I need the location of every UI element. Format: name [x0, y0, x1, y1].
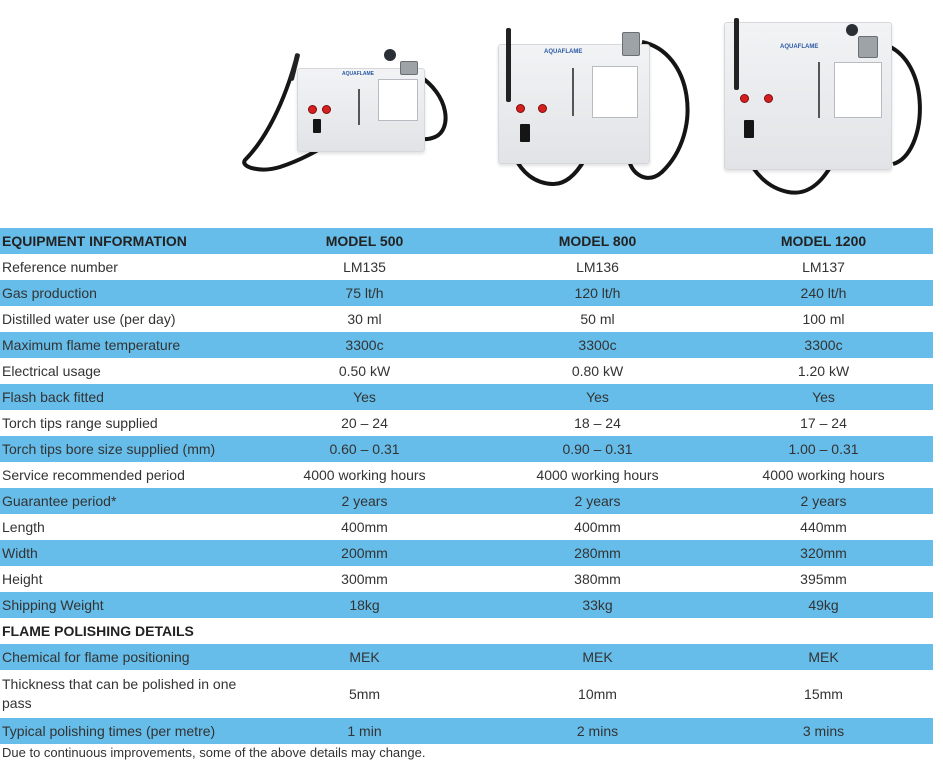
- header-model-500: MODEL 500: [248, 228, 481, 254]
- row-value: 5mm: [248, 670, 481, 718]
- row-value: 320mm: [714, 540, 933, 566]
- row-value: 17 – 24: [714, 410, 933, 436]
- table-row: [0, 592, 933, 618]
- table-row: [0, 670, 933, 718]
- level-sight: [818, 62, 820, 118]
- row-value: 4000 working hours: [714, 462, 933, 488]
- torch-handle: [506, 28, 511, 102]
- brand-label: AQUAFLAME: [342, 71, 374, 77]
- water-gauge: [834, 62, 882, 118]
- section-title-flame-polishing: FLAME POLISHING DETAILS: [0, 618, 933, 644]
- row-label: Maximum flame temperature: [0, 332, 248, 358]
- row-value: 280mm: [481, 540, 714, 566]
- row-value: 3300c: [714, 332, 933, 358]
- product-images: [0, 0, 943, 228]
- row-value: 75 lt/h: [248, 280, 481, 306]
- table-row: [0, 254, 933, 280]
- footnote-disclaimer: Due to continuous improvements, some of the above details may change.: [2, 745, 426, 760]
- table-row: [0, 718, 933, 744]
- row-value: 395mm: [714, 566, 933, 592]
- section-heading-row: [0, 618, 933, 644]
- specification-table: [0, 228, 933, 744]
- table-row: [0, 514, 933, 540]
- row-value: Yes: [714, 384, 933, 410]
- row-value: 4000 working hours: [248, 462, 481, 488]
- water-gauge: [378, 79, 418, 121]
- row-value: LM137: [714, 254, 933, 280]
- row-value: 0.80 kW: [481, 358, 714, 384]
- product-image-model-1200: [718, 14, 933, 204]
- row-value: MEK: [714, 644, 933, 670]
- row-value: MEK: [481, 644, 714, 670]
- row-label: Typical polishing times (per metre): [0, 718, 248, 744]
- counter-display: [520, 124, 530, 142]
- indicator-light: [308, 105, 317, 114]
- row-label: Gas production: [0, 280, 248, 306]
- specification-table-body: [0, 228, 933, 744]
- table-row: [0, 462, 933, 488]
- outlet-fitting: [622, 32, 640, 56]
- table-row: [0, 280, 933, 306]
- row-value: LM135: [248, 254, 481, 280]
- row-value: 2 years: [481, 488, 714, 514]
- row-label: Width: [0, 540, 248, 566]
- outlet-fitting: [400, 61, 418, 75]
- row-value: LM136: [481, 254, 714, 280]
- outlet-fitting: [858, 36, 878, 58]
- row-label: Torch tips range supplied: [0, 410, 248, 436]
- table-header-row: [0, 228, 933, 254]
- water-gauge: [592, 66, 638, 118]
- row-label: Shipping Weight: [0, 592, 248, 618]
- table-row: [0, 358, 933, 384]
- row-label: Thickness that can be polished in one pass: [0, 670, 248, 718]
- row-value: 33kg: [481, 592, 714, 618]
- row-value: 50 ml: [481, 306, 714, 332]
- row-value: 1.20 kW: [714, 358, 933, 384]
- row-label: Reference number: [0, 254, 248, 280]
- table-row: [0, 488, 933, 514]
- row-label: Chemical for flame positioning: [0, 644, 248, 670]
- row-value: 300mm: [248, 566, 481, 592]
- row-value: 0.50 kW: [248, 358, 481, 384]
- row-value: 0.90 – 0.31: [481, 436, 714, 462]
- row-label: Flash back fitted: [0, 384, 248, 410]
- row-value: 49kg: [714, 592, 933, 618]
- row-value: 20 – 24: [248, 410, 481, 436]
- indicator-light: [538, 104, 547, 113]
- header-model-1200: MODEL 1200: [714, 228, 933, 254]
- counter-display: [744, 120, 754, 138]
- row-label: Length: [0, 514, 248, 540]
- level-sight: [572, 68, 574, 116]
- table-row: [0, 306, 933, 332]
- row-label: Guarantee period*: [0, 488, 248, 514]
- product-image-model-800: [492, 22, 707, 192]
- row-label: Height: [0, 566, 248, 592]
- brand-label: AQUAFLAME: [544, 49, 583, 55]
- row-value: 30 ml: [248, 306, 481, 332]
- row-value: 120 lt/h: [481, 280, 714, 306]
- row-value: 3300c: [248, 332, 481, 358]
- row-value: 380mm: [481, 566, 714, 592]
- product-image-model-500: [240, 45, 460, 175]
- torch-handle: [734, 18, 739, 90]
- row-value: 1 min: [248, 718, 481, 744]
- header-model-800: MODEL 800: [481, 228, 714, 254]
- row-value: 240 lt/h: [714, 280, 933, 306]
- indicator-light: [516, 104, 525, 113]
- row-value: 1.00 – 0.31: [714, 436, 933, 462]
- table-row: [0, 644, 933, 670]
- table-row: [0, 540, 933, 566]
- pressure-knob: [846, 24, 858, 36]
- row-value: 200mm: [248, 540, 481, 566]
- level-sight: [358, 89, 360, 125]
- brand-label: AQUAFLAME: [780, 44, 819, 50]
- row-label: Service recommended period: [0, 462, 248, 488]
- row-value: 3300c: [481, 332, 714, 358]
- indicator-light: [322, 105, 331, 114]
- row-value: 18kg: [248, 592, 481, 618]
- row-value: 0.60 – 0.31: [248, 436, 481, 462]
- row-value: 4000 working hours: [481, 462, 714, 488]
- row-value: 2 years: [248, 488, 481, 514]
- row-value: 400mm: [481, 514, 714, 540]
- table-row: [0, 566, 933, 592]
- row-value: 10mm: [481, 670, 714, 718]
- pressure-knob: [384, 49, 396, 61]
- table-row: [0, 410, 933, 436]
- row-value: Yes: [481, 384, 714, 410]
- row-value: 400mm: [248, 514, 481, 540]
- row-value: 2 mins: [481, 718, 714, 744]
- row-label: Distilled water use (per day): [0, 306, 248, 332]
- row-value: 18 – 24: [481, 410, 714, 436]
- indicator-light: [740, 94, 749, 103]
- row-value: Yes: [248, 384, 481, 410]
- row-value: 100 ml: [714, 306, 933, 332]
- row-value: 2 years: [714, 488, 933, 514]
- row-label: Torch tips bore size supplied (mm): [0, 436, 248, 462]
- row-value: 440mm: [714, 514, 933, 540]
- table-row: [0, 332, 933, 358]
- table-row: [0, 384, 933, 410]
- row-label: Electrical usage: [0, 358, 248, 384]
- header-equipment-information: EQUIPMENT INFORMATION: [0, 228, 248, 254]
- row-value: 15mm: [714, 670, 933, 718]
- indicator-light: [764, 94, 773, 103]
- row-value: MEK: [248, 644, 481, 670]
- table-row: [0, 436, 933, 462]
- row-value: 3 mins: [714, 718, 933, 744]
- counter-display: [313, 119, 321, 133]
